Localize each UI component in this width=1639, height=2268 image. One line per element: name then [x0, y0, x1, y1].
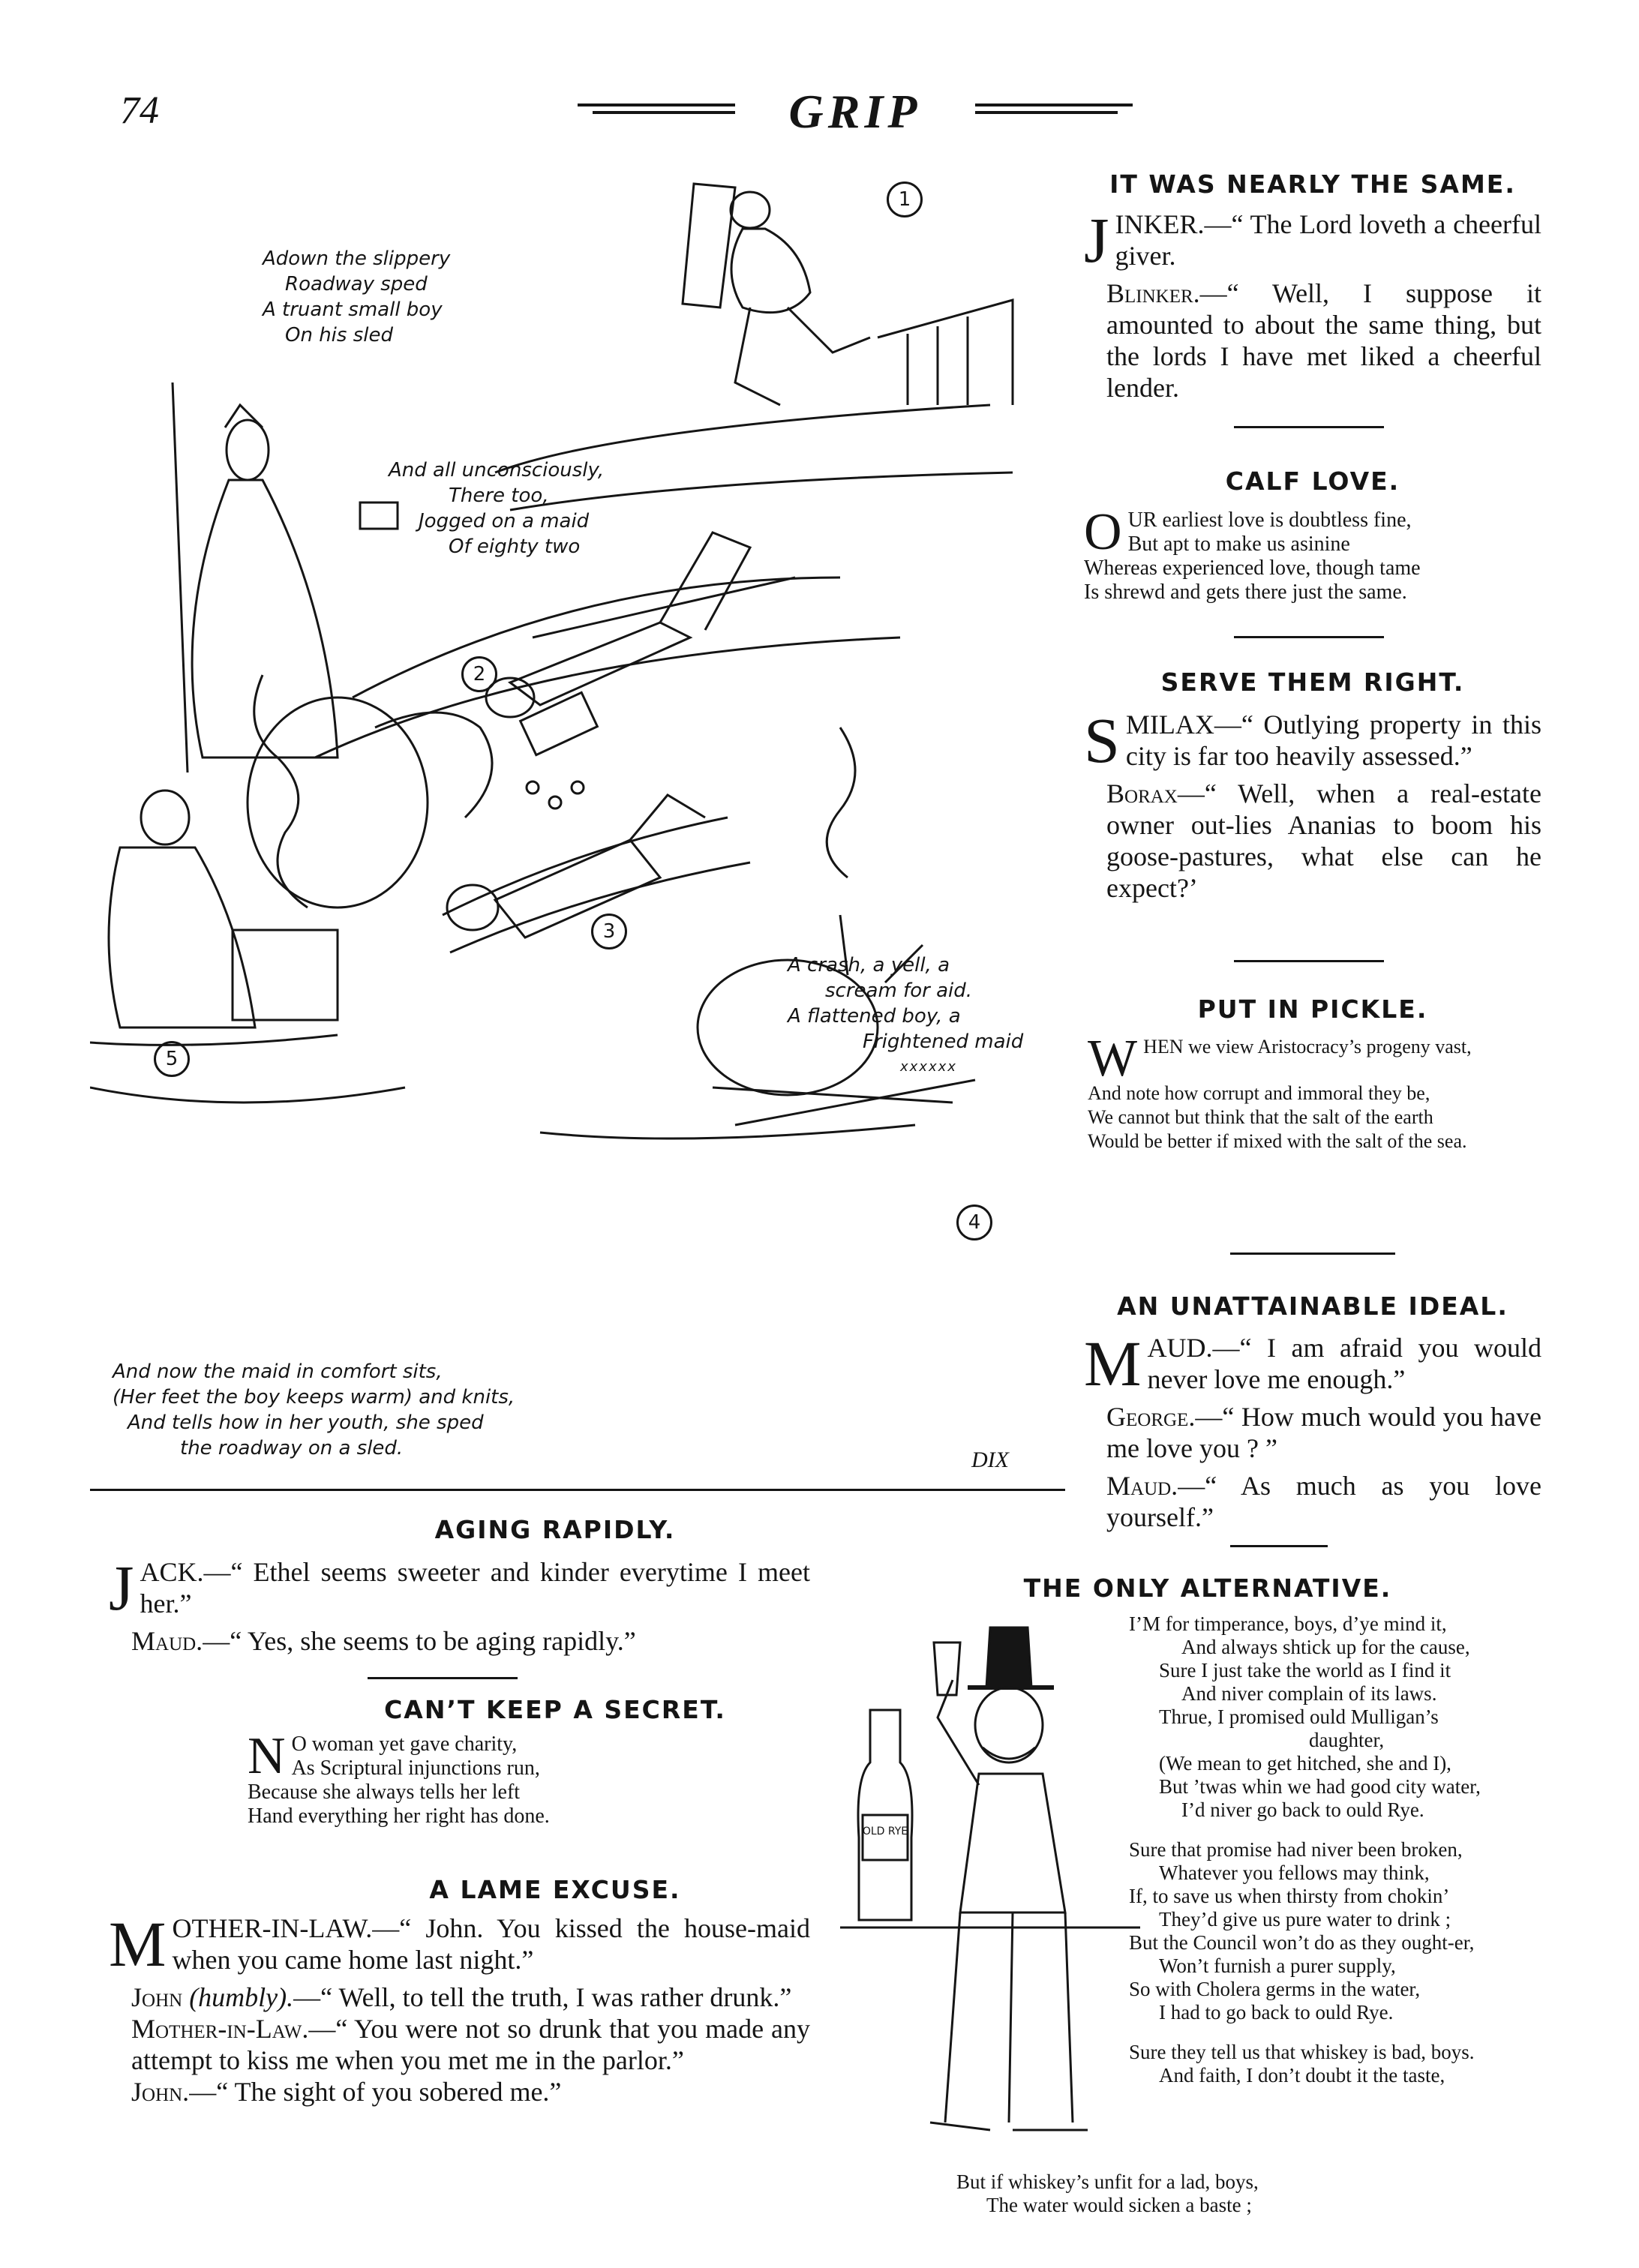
ideal-paragraph-3 [1084, 1470, 1541, 1533]
masthead-rule-left-2 [593, 111, 735, 114]
poem-line: Would be better if mixed with the salt of the sea. [1088, 1130, 1467, 1152]
drop-cap: N [248, 1727, 286, 1785]
poem-line: HEN we view Aristocracy’s progeny vast, [1143, 1036, 1472, 1058]
poem-line: But apt to make us asinine [1127, 532, 1350, 556]
poem-line: And always shtick up for the cause, [1181, 1636, 1470, 1658]
article-unattainable-ideal [1084, 1328, 1541, 1539]
ideal-paragraph-1 [1084, 1328, 1541, 1400]
poem-line: Whereas experienced love, though tame [1084, 556, 1421, 580]
poem-line: And niver complain of its laws. [1181, 1682, 1437, 1705]
poem-cant-keep-secret [248, 1727, 550, 1828]
drop-cap: J [109, 1552, 134, 1624]
stage-direction: (humbly). [189, 1982, 294, 2012]
poem-line: daughter, [1309, 1729, 1385, 1751]
panel-number-1: 1 [887, 182, 923, 218]
article-nearly-same [1084, 204, 1541, 410]
caption-line: And now the maid in comfort sits, [113, 1360, 443, 1383]
nearly-paragraph-1 [1084, 204, 1541, 276]
masthead-title: GRIP [788, 85, 922, 138]
poem-line: We cannot but think that the salt of the earth [1088, 1106, 1433, 1128]
separator-rule [1234, 636, 1384, 638]
separator-rule [1234, 960, 1384, 962]
poem-line: Whatever you fellows may think, [1159, 1862, 1430, 1884]
caption-line: Jogged on a maid [419, 510, 590, 532]
serve-text: —“ Well, when a real-estate owner out-lies Ananias to boom his goose-pastures, what else can he expect?’ [1106, 778, 1541, 903]
separator-rule [368, 1677, 518, 1679]
drop-cap: M [109, 1908, 167, 1980]
speaker-name: Maud. [1106, 1471, 1178, 1501]
speaker-name: Mother-in-Law. [131, 2014, 309, 2044]
heading-lame-excuse: A LAME EXCUSE. [429, 1875, 681, 1904]
heading-calf-love: CALF LOVE. [1225, 466, 1400, 496]
separator-rule [1234, 426, 1384, 428]
poem-line: But the Council won’t do as they ought-er, [1129, 1931, 1475, 1954]
drop-cap: J [1084, 204, 1109, 276]
cartoon-drawing [90, 158, 1065, 1489]
poem-line: The water would sicken a baste ; [986, 2194, 1252, 2216]
poem-line: So with Cholera germs in the water, [1129, 1978, 1421, 2000]
drop-cap: M [1084, 1328, 1142, 1400]
caption-line: the roadway on a sled. [180, 1437, 404, 1460]
aging-text: ACK.—“ Ethel seems sweeter and kinder everytime I meet her.” [140, 1557, 810, 1618]
poem-only-alternative [1129, 1612, 1549, 2087]
caption-line: And tells how in her youth, she sped [128, 1412, 484, 1434]
artist-signature: DIX [971, 1448, 1009, 1472]
masthead-rule-left [578, 104, 735, 106]
drinking-man-illustration [840, 1612, 1140, 2145]
poem-line: Hand everything her right has done. [248, 1804, 550, 1828]
page-number: 74 [120, 89, 159, 132]
poem-line: But ’twas whin we had good city water, [1159, 1775, 1481, 1798]
poem-line: Sure they tell us that whiskey is bad, boys. [1129, 2041, 1475, 2063]
caption-verse-1 [263, 246, 450, 348]
masthead [578, 81, 1133, 141]
cartoon-illustration [90, 158, 1065, 1491]
poem-line: Thrue, I promised ould Mulligan’s [1159, 1706, 1439, 1728]
ideal-text: AUD.—“ I am afraid you would never love me enough.” [1147, 1333, 1541, 1394]
poem-line: O woman yet gave charity, [291, 1732, 518, 1756]
speaker-name: George. [1106, 1402, 1196, 1432]
poem-line: (We mean to get hitched, she and I), [1159, 1752, 1451, 1774]
poem-line: I’d niver go back to ould Rye. [1181, 1798, 1424, 1821]
drop-cap: O [1084, 503, 1122, 561]
poem-line: Is shrewd and gets there just the same. [1084, 580, 1407, 604]
lame-text: —“ Well, to tell the truth, I was rather drunk.” [293, 1982, 792, 2012]
poem-line: And note how corrupt and immoral they be, [1088, 1082, 1430, 1104]
poem-line: But if whiskey’s unfit for a lad, boys, [956, 2170, 1259, 2193]
heading-only-alternative: THE ONLY ALTERNATIVE. [1023, 1574, 1392, 1603]
article-serve-them-right [1084, 704, 1541, 910]
poem-line: As Scriptural injunctions run, [291, 1756, 540, 1780]
poem-line: Sure that promise had niver been broken, [1129, 1838, 1463, 1861]
serve-paragraph-2 [1084, 778, 1541, 904]
caption-line: Adown the slippery [263, 248, 451, 270]
lame-text: OTHER-IN-LAW.—“ John. You kissed the house-maid when you came home last night.” [172, 1913, 810, 1975]
panel-number-3: 3 [591, 914, 627, 950]
caption-line: Frightened maid [863, 1030, 1024, 1053]
lame-text: —“ You were not so drunk that you made any attempt to kiss me when you met me in the parlor.” [131, 2014, 810, 2075]
lame-paragraph-2 [109, 1982, 810, 2013]
lame-paragraph-3 [109, 2013, 810, 2076]
lame-text: —“ The sight of you sobered me.” [189, 2077, 562, 2107]
caption-line: Of eighty two [449, 536, 581, 558]
poem-line: If, to save us when thirsty from chokin’ [1129, 1885, 1450, 1907]
article-lame-excuse [109, 1908, 810, 2114]
caption-line: And all unconsciously, [389, 459, 605, 482]
heading-aging-rapidly: AGING RAPIDLY. [434, 1515, 676, 1544]
caption-line: A flattened boy, a [788, 1005, 961, 1028]
heading-unattainable-ideal: AN UNATTAINABLE IDEAL. [1117, 1292, 1508, 1321]
caption-line: scream for aid. [825, 980, 972, 1002]
caption-line: A truant small boy [263, 298, 443, 321]
speaker-name: Borax [1106, 778, 1178, 808]
speaker-name: Maud. [131, 1626, 203, 1656]
serve-paragraph-1 [1084, 704, 1541, 776]
poem-calf-love [1084, 503, 1421, 604]
caption-line: On his sled [285, 324, 393, 346]
heading-serve-them-right: SERVE THEM RIGHT. [1160, 668, 1465, 697]
panel-number-4: 4 [956, 1204, 992, 1240]
caption-verse-2 [389, 458, 604, 560]
lame-paragraph-4 [109, 2076, 810, 2108]
poem-line: And faith, I don’t doubt it the taste, [1159, 2064, 1445, 2086]
poem-line: I had to go back to ould Rye. [1159, 2001, 1394, 2024]
separator-rule [1230, 1252, 1395, 1255]
heading-nearly-same: IT WAS NEARLY THE SAME. [1109, 170, 1516, 199]
speaker-name: Blinker. [1106, 278, 1200, 308]
serve-text: MILAX—“ Outlying property in this city is far too heavily assessed.” [1125, 710, 1541, 771]
poem-line: I’M for timperance, boys, d’ye mind it, [1129, 1612, 1447, 1635]
heading-put-in-pickle: PUT IN PICKLE. [1197, 994, 1428, 1024]
article-aging-rapidly [109, 1552, 810, 1663]
poem-line: UR earliest love is doubtless fine, [1127, 508, 1412, 532]
masthead-rule-right [975, 104, 1133, 106]
poem-only-alternative-end [956, 2170, 1556, 2217]
caption-line: xxxxxx [900, 1059, 957, 1075]
caption-line: Roadway sped [285, 273, 428, 296]
masthead-rule-right-2 [975, 111, 1118, 114]
nearly-text: INKER.—“ The Lord loveth a cheerful giver. [1115, 209, 1541, 271]
caption-verse-3 [788, 952, 1023, 1080]
ideal-text: —“ How much would you have me love you ? ” [1106, 1402, 1541, 1463]
poem-line: They’d give us pure water to drink ; [1159, 1908, 1451, 1930]
separator-rule [1230, 1545, 1328, 1547]
caption-verse-4 [113, 1359, 515, 1461]
heading-cant-keep-secret: CAN’T KEEP A SECRET. [384, 1695, 726, 1724]
drop-cap: S [1084, 704, 1120, 776]
ideal-text: —“ As much as you love yourself.” [1106, 1471, 1541, 1532]
aging-paragraph-1 [109, 1552, 810, 1624]
poem-line: Sure I just take the world as I find it [1159, 1659, 1451, 1682]
panel-number-5: 5 [154, 1041, 190, 1077]
speaker-name: John [131, 1982, 183, 2012]
aging-paragraph-2 [109, 1625, 810, 1657]
poem-put-in-pickle [1088, 1030, 1538, 1154]
caption-line: (Her feet the boy keeps warm) and knits, [113, 1386, 515, 1408]
poem-line: Because she always tells her left [248, 1780, 521, 1804]
panel-number-2: 2 [461, 656, 497, 692]
caption-line: A crash, a yell, a [788, 954, 950, 976]
nearly-text: —“ Well, I suppose it amounted to about the same thing, but the lords I have met liked a cheerful lender. [1106, 278, 1541, 403]
drop-cap: W [1088, 1030, 1138, 1088]
ideal-paragraph-2 [1084, 1401, 1541, 1464]
aging-text: —“ Yes, she seems to be aging rapidly.” [203, 1626, 636, 1656]
nearly-paragraph-2 [1084, 278, 1541, 404]
speaker-name: John. [131, 2077, 190, 2107]
caption-line: There too, [449, 484, 549, 507]
bottle-label: OLD RYE [862, 1826, 908, 1838]
poem-line: Won’t furnish a purer supply, [1159, 1954, 1396, 1977]
lame-paragraph-1 [109, 1908, 810, 1980]
